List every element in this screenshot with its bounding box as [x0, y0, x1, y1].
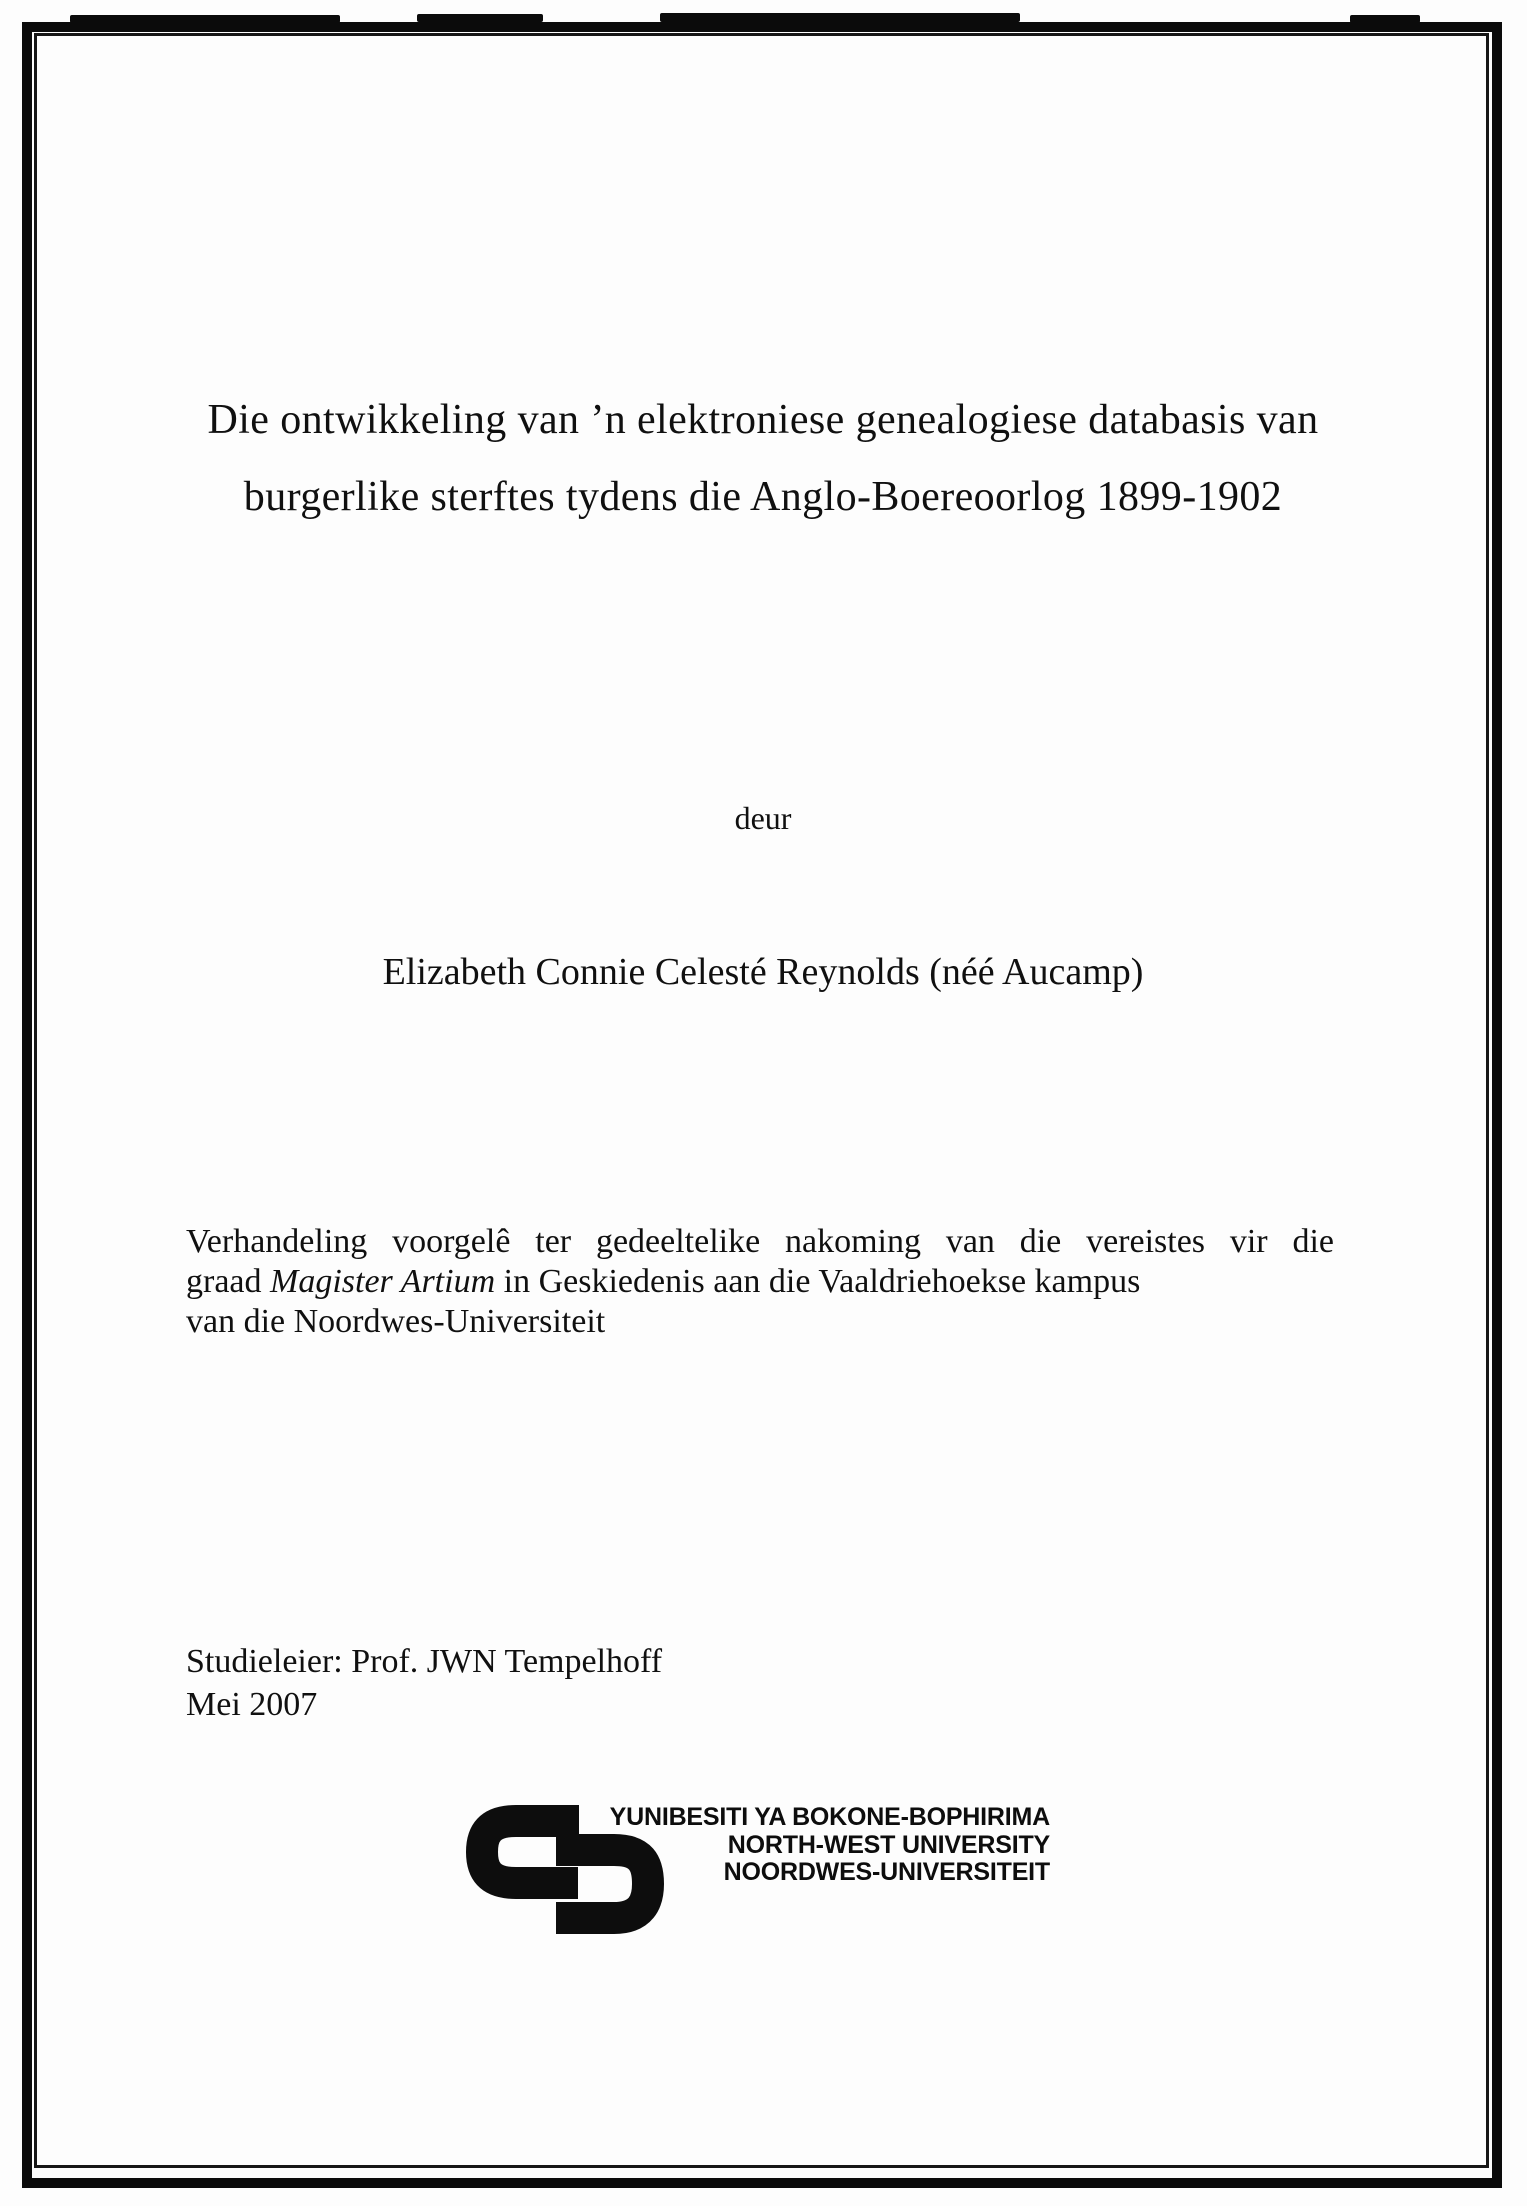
scan-artifact [660, 13, 1020, 22]
thesis-title-line-2: burgerlike sterftes tydens die Anglo-Boereoorlog 1899-1902 [243, 474, 1283, 520]
statement-line-2-suffix: in Geskiedenis aan die Vaaldriehoekse kampus [495, 1263, 1141, 1300]
supervisor-line: Studieleier: Prof. JWN Tempelhoff [186, 1643, 663, 1680]
byline-label: deur [734, 800, 792, 836]
author-name: Elizabeth Connie Celesté Reynolds (néé Aucamp) [382, 951, 1144, 993]
university-logo-names [588, 1804, 1050, 1887]
statement-line-1: Verhandeling voorgelê ter gedeeltelike nakoming van die vereistes vir die [186, 1223, 1334, 1260]
thesis-title-line-1: Die ontwikkeling van ’n elektroniese genealogiese databasis van [207, 397, 1319, 443]
statement-line-2-prefix: graad [186, 1263, 271, 1300]
logo-name-setswana: YUNIBESITI YA BOKONE-BOPHIRIMA [609, 1803, 1050, 1831]
logo-name-afrikaans: NOORDWES-UNIVERSITEIT [723, 1858, 1050, 1886]
logo-name-english: NORTH-WEST UNIVERSITY [727, 1830, 1050, 1859]
date-line: Mei 2007 [186, 1686, 318, 1723]
thesis-statement [186, 1222, 1334, 1342]
statement-line-2 [186, 1262, 1334, 1302]
statement-line-3: van die Noordwes-Universiteit [186, 1303, 606, 1340]
statement-degree-name: Magister Artium [270, 1263, 496, 1300]
scan-artifact [417, 14, 543, 22]
university-logo [466, 1801, 1066, 1941]
supervisor-block [186, 1640, 662, 1726]
thesis-title [188, 382, 1338, 536]
